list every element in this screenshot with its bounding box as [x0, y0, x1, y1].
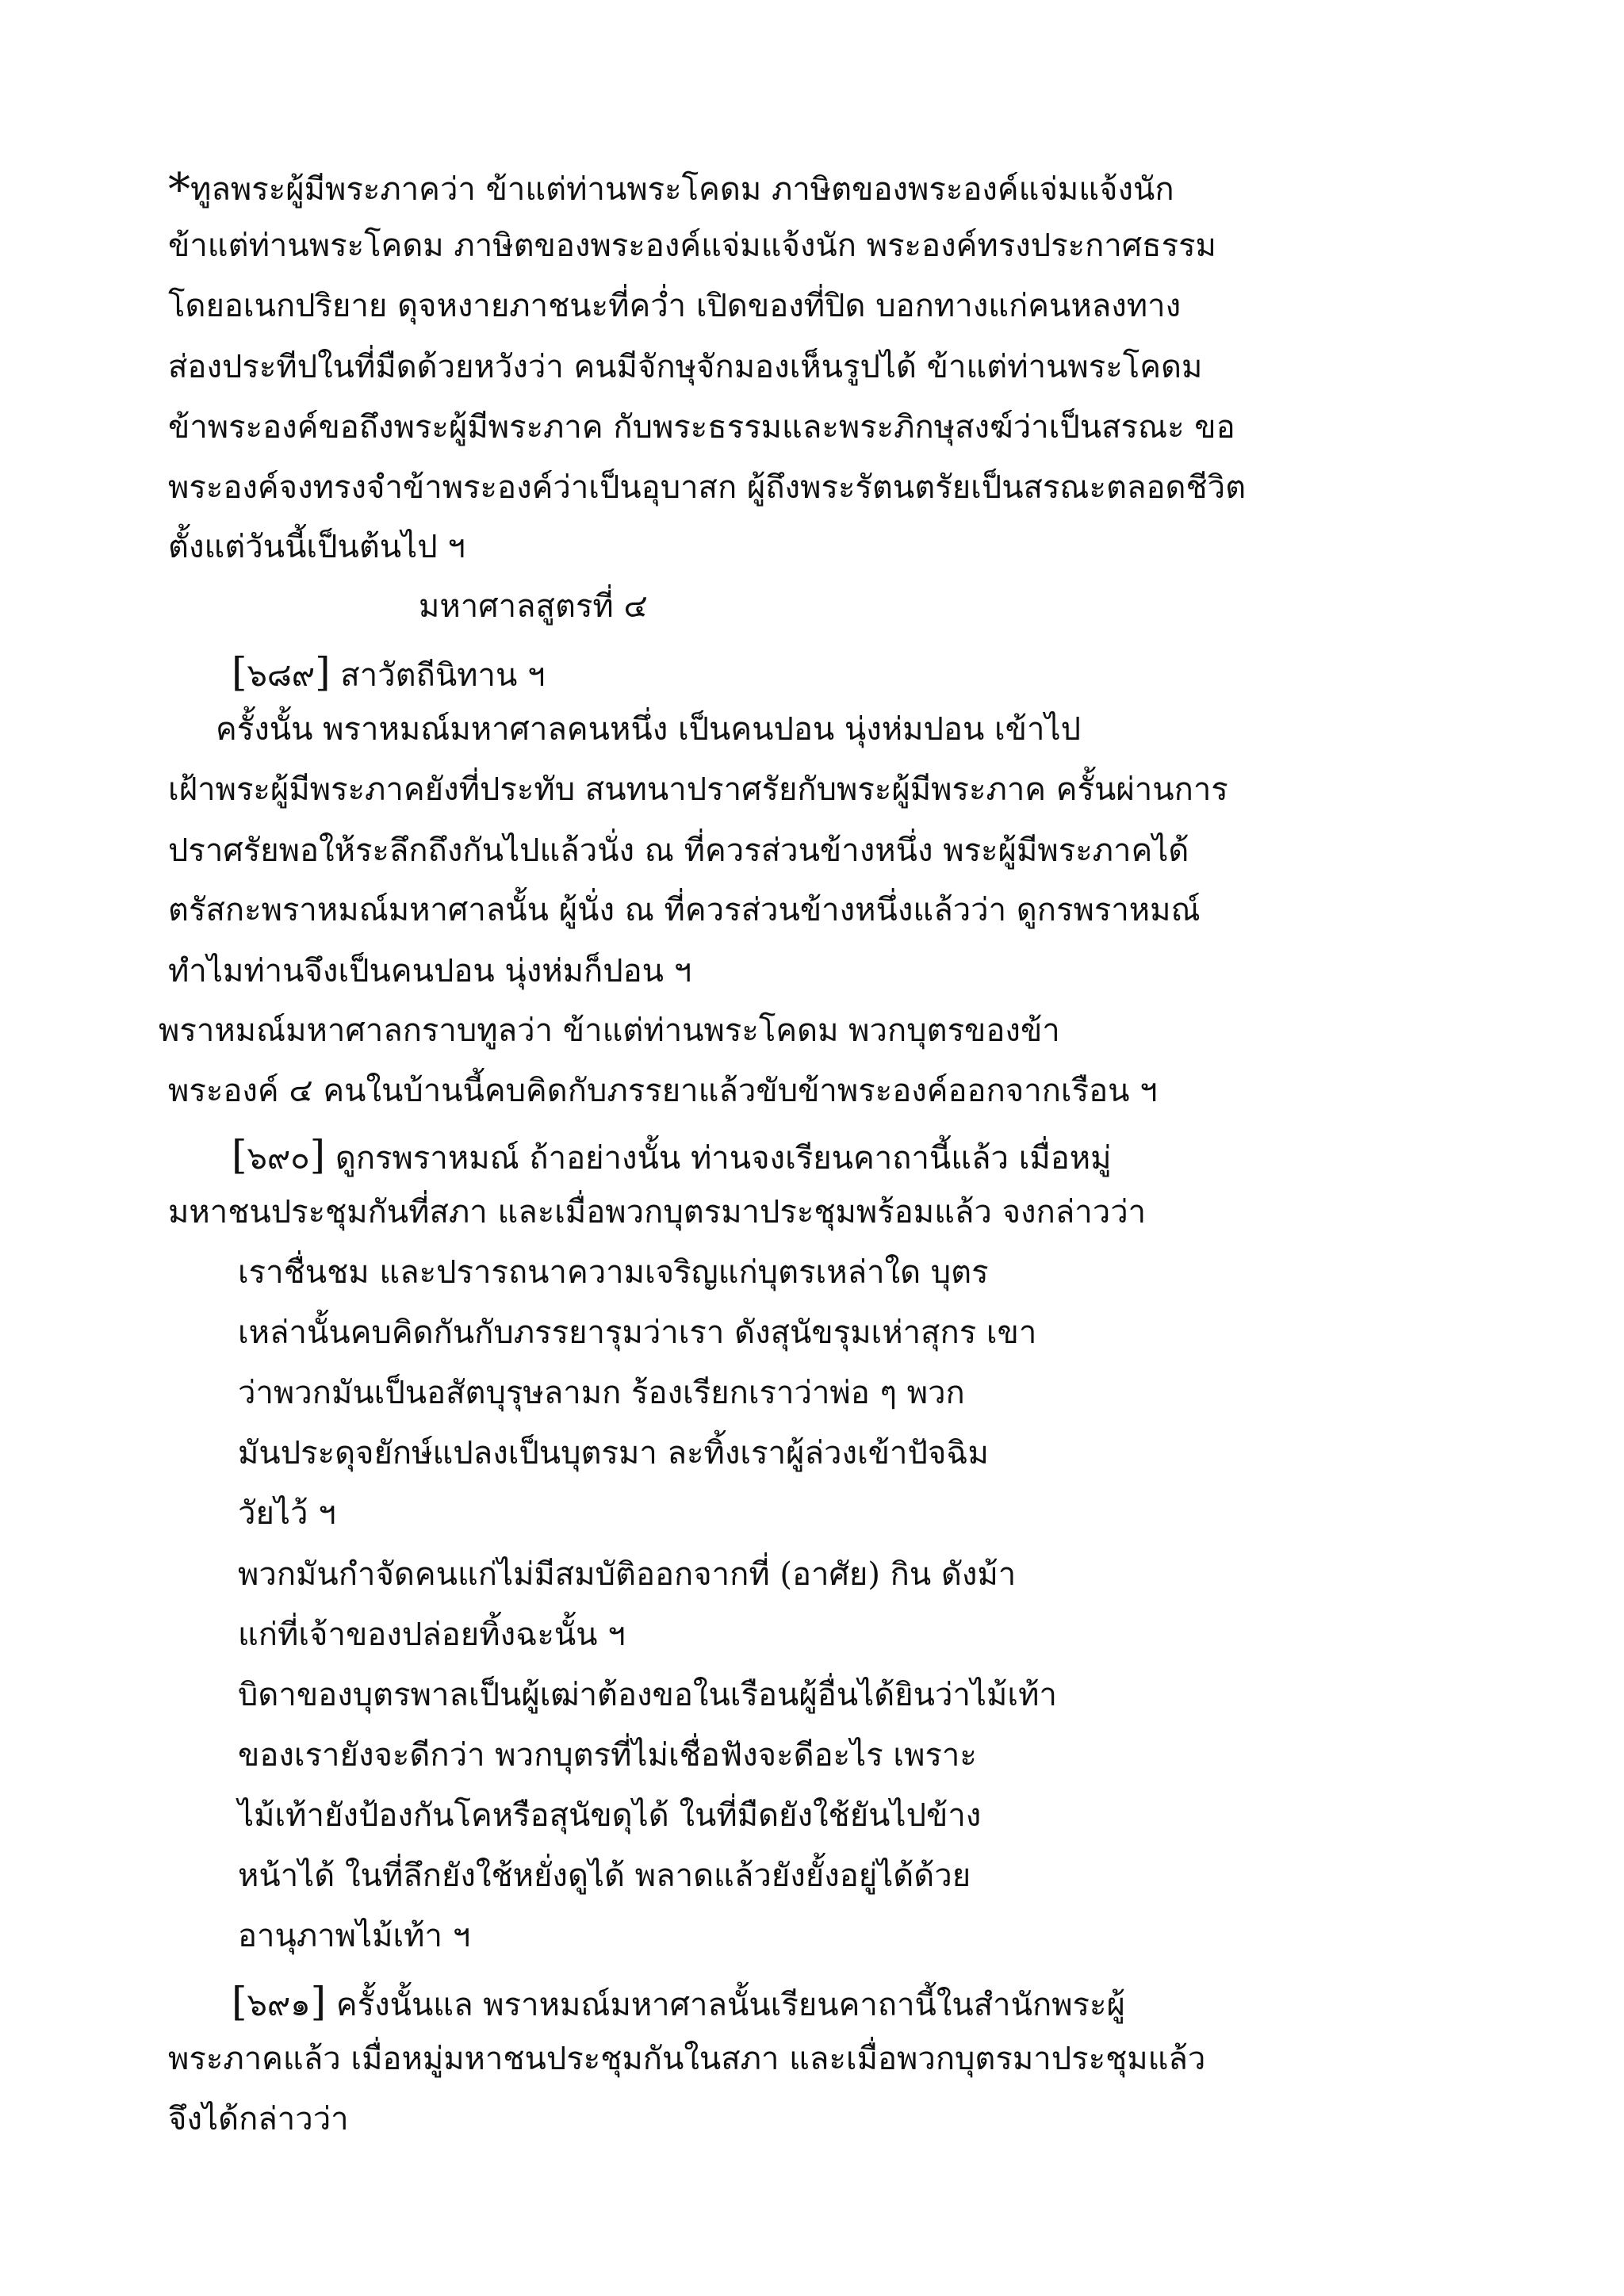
verse-line: มันประดุจยักษ์แปลงเป็นบุตรมา ละทิ้งเราผู้ล่วงเข้าปัจฉิม [238, 1435, 989, 1471]
text-line: [๖๘๙] สาวัตถีนิทาน ฯ [232, 649, 546, 695]
paragraph-number: ๖๙๑ [247, 1987, 311, 2023]
verse-line: บิดาของบุตรพาลเป็นผู้เฒ่าต้องขอในเรือนผู้อื่นได้ยินว่าไม้เท้า [238, 1677, 1057, 1713]
line-text: ครั้งนั้นแล พราหมณ์มหาศาลนั้นเรียนคาถานี้ในสำนักพระผู้ [326, 1987, 1125, 2023]
text-line: พราหมณ์มหาศาลกราบทูลว่า ข้าแต่ท่านพระโคดม พวกบุตรของข้า [159, 1012, 1060, 1049]
section-heading: มหาศาลสูตรที่ ๔ [419, 588, 648, 625]
text-line: ปราศรัยพอให้ระลึกถึงกันไปแล้วนั่ง ณ ที่ควรส่วนข้างหนึ่ง พระผู้มีพระภาคได้ [168, 832, 1189, 869]
text-line: ตรัสกะพราหมณ์มหาศาลนั้น ผู้นั่ง ณ ที่ควรส่วนข้างหนึ่งแล้วว่า ดูกรพราหมณ์ [168, 892, 1201, 928]
text-line [168, 164, 1174, 216]
text-line: มหาชนประชุมกันที่สภา และเมื่อพวกบุตรมาประชุมพร้อมแล้ว จงกล่าวว่า [168, 1194, 1147, 1230]
text-line: ข้าแต่ท่านพระโคดม ภาษิตของพระองค์แจ่มแจ้งนัก พระองค์ทรงประกาศธรรม [168, 228, 1216, 264]
verse-line: ว่าพวกมันเป็นอสัตบุรุษลามก ร้องเรียกเราว่าพ่อ ๆ พวก [238, 1375, 965, 1411]
verse-line: อานุภาพไม้เท้า ฯ [238, 1918, 471, 1954]
paragraph-number: ๖๙๐ [247, 1140, 310, 1177]
text-line: พระองค์จงทรงจำข้าพระองค์ว่าเป็นอุบาสก ผู้ถึงพระรัตนตรัยเป็นสรณะตลอดชีวิต [168, 469, 1247, 506]
text-line: เฝ้าพระผู้มีพระภาคยังที่ประทับ สนทนาปราศรัยกับพระผู้มีพระภาค ครั้นผ่านการ [168, 771, 1228, 808]
verse-line: เหล่านั้นคบคิดกันกับภรรยารุมว่าเรา ดังสุนัขรุมเห่าสุกร เขา [238, 1314, 1037, 1351]
verse-line: หน้าได้ ในที่ลึกยังใช้หยั่งดูได้ พลาดแล้วยังยั้งอยู่ได้ด้วย [238, 1858, 971, 1894]
text-line: [๖๙๐] ดูกรพราหมณ์ ถ้าอย่างนั้น ท่านจงเรียนคาถานี้แล้ว เมื่อหมู่ [232, 1132, 1112, 1178]
verse-line: แก่ที่เจ้าของปล่อยทิ้งฉะนั้น ฯ [238, 1617, 626, 1653]
text-line: ตั้งแต่วันนี้เป็นต้นไป ฯ [168, 529, 465, 565]
verse-line: ไม้เท้ายังป้องกันโคหรือสุนัขดุได้ ในที่มืดยังใช้ยันไปข้าง [238, 1797, 982, 1834]
line-text: ดูกรพราหมณ์ ถ้าอย่างนั้น ท่านจงเรียนคาถานี้แล้ว เมื่อหมู่ [325, 1140, 1112, 1177]
text-line: ข้าพระองค์ขอถึงพระผู้มีพระภาค กับพระธรรมและพระภิกษุสงฆ์ว่าเป็นสรณะ ขอ [168, 409, 1235, 446]
line-text: ทูลพระผู้มีพระภาคว่า ข้าแต่ท่านพระโคดม ภาษิตของพระองค์แจ่มแจ้งนัก [190, 171, 1174, 208]
text-line: พระองค์ ๔ คนในบ้านนี้คบคิดกับภรรยาแล้วขับข้าพระองค์ออกจากเรือน ฯ [168, 1073, 1158, 1109]
verse-line: พวกมันกำจัดคนแก่ไม่มีสมบัติออกจากที่ (อาศัย) กิน ดังม้า [238, 1556, 1017, 1593]
text-line: ครั้งนั้น พราหมณ์มหาศาลคนหนึ่ง เป็นคนปอน นุ่งห่มปอน เข้าไป [216, 711, 1081, 748]
text-line: [๖๙๑] ครั้งนั้นแล พราหมณ์มหาศาลนั้นเรียนคาถานี้ในสำนักพระผู้ [232, 1979, 1125, 2025]
text-line: พระภาคแล้ว เมื่อหมู่มหาชนประชุมกันในสภา และเมื่อพวกบุตรมาประชุมแล้ว [168, 2041, 1206, 2077]
line-text: สาวัตถีนิทาน ฯ [330, 657, 546, 694]
text-line: ส่องประทีปในที่มืดด้วยหวังว่า คนมีจักษุจักมองเห็นรูปได้ ข้าแต่ท่านพระโคดม [168, 349, 1203, 385]
paragraph-number: ๖๘๙ [247, 657, 316, 694]
text-line: จึงได้กล่าวว่า [168, 2101, 349, 2137]
footnote-marker: * [168, 164, 190, 216]
verse-line: วัยไว้ ฯ [238, 1495, 336, 1532]
verse-line: ของเรายังจะดีกว่า พวกบุตรที่ไม่เชื่อฟังจะดีอะไร เพราะ [238, 1737, 977, 1774]
verse-line: เราชื่นชม และปรารถนาความเจริญแก่บุตรเหล่าใด บุตร [238, 1254, 989, 1291]
text-line: โดยอเนกปริยาย ดุจหงายภาชนะที่คว่ำ เปิดของที่ปิด บอกทางแก่คนหลงทาง [168, 288, 1182, 324]
text-line: ทำไมท่านจึงเป็นคนปอน นุ่งห่มก็ปอน ฯ [168, 953, 692, 989]
